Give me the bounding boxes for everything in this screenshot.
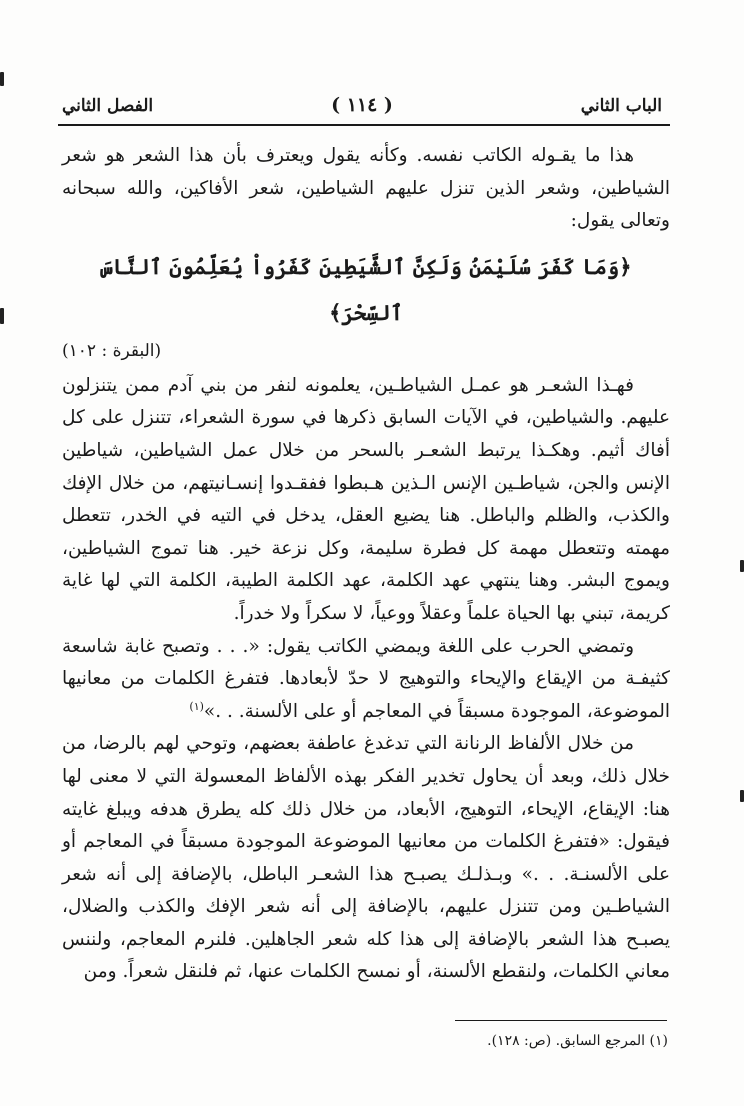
scan-edge-mark [0, 72, 4, 86]
scan-edge-mark [740, 790, 744, 802]
scan-edge-mark [0, 308, 4, 324]
running-header [62, 90, 662, 122]
paragraph [62, 631, 670, 729]
body-text [62, 140, 670, 989]
page-number: ( ١١٤ ) [331, 94, 393, 116]
paragraph: فهـذا الشعـر هو عمـل الشياطـين، يعلمونه لنفر من بني آدم ممن يتنزلون عليهم. والشياطين، في الآيات السابق ذكرها في سورة الشعراء، تتنزل على كل أفاك أثيم. وهكـذا يرتبط الشعـر بالسحر من خلال عمل الشياطين، شياطين الإنس والجن، شياطـين الإنس الـذين هـبطوا ففقـدوا إنسـانيتهم، من خلال الإفك والكذب، والظلم والباطل. هنا يضيع العقل، يدخل في التيه في الخدر، تتعطل مهمته وتتعطل مهمة كل فطرة سليمة، وكل نزعة خير. هنا تموج الشياطين، ويموج البشر. وهنا ينتهي عهد الكلمة، عهد الكلمة الطيبة، الكلمة التي لها غاية كريمة، تبني بها الحياة علماً وعقلاً ووعياً، لا سكراً ولا خدراً. [62, 374, 670, 624]
section-title: الفصل الثاني [62, 96, 154, 116]
quran-verse: ﴿وَمَا كَفَرَ سُلَيْمَنُ وَلَكِنَّ ٱلشَّيَطِينَ كَفَرُواْ يُعَلِّمُونَ ٱلنَّاسَ ٱلسِّحْرَ﴾ [100, 253, 632, 325]
footnote: (١) المرجع السابق. (ص: ١٢٨). [487, 1033, 668, 1049]
footnote-marker: (١) [189, 699, 204, 713]
footnote-divider [455, 1020, 667, 1021]
chapter-title: الباب الثاني [580, 96, 662, 116]
verse-reference: (البقرة : ١٠٢) [62, 340, 162, 361]
paragraph-text: وتمضي الحرب على اللغة ويمضي الكاتب يقول: «. . . وتصبح غابة شاسعة كثيفـة من الإيقاع والإيحاء والتوهيج لا حدّ لأبعادها. فتفرغ الكلمات من معانيها الموضوعة، الموجودة مسبقاً في المعاجم أو على الألسنة. . .» [62, 635, 670, 722]
paragraph: من خلال الألفاظ الرنانة التي تدغدغ عاطفة بعضهم، وتوحي لهم بالرضا، من خلال ذلك، وبعد أن يحاول تخدير الفكر بهذه الألفاظ المعسولة التي لا معنى لها هنا: الإيقاع، الإيحاء، التوهيج، الأبعاد، من خلال ذلك كله يطرق هدفه ويبلغ غايته فيقول: «فتفرغ الكلمات من معانيها الموضوعة الموجودة مسبقاً في المعاجم أو على الألسنـة. . .» وبـذلـك يصبـح هذا الشعـر الباطل، بالإضافة إلى أنه شعر الشياطـين ومن تتنزل عليهم، بالإضافة إلى أنه شعر الإفك والكذب والضلال، يصبـح هذا الشعر بالإضافة إلى هذا كله شعر الجاهلين. فلنرم المعاجم، ولننس معاني الكلمات، ولنقطع الألسنة، أو نمسح الكلمات عنها، ثم فلنقل شعراً. ومن [62, 733, 670, 983]
paragraph: هذا ما يقـوله الكاتب نفسه. وكأنه يقول ويعترف بأن هذا الشعر هو شعر الشياطين، وشعر الذين تنزل عليهم الشياطين، شعر الأفاكين، والله سبحانه وتعالى يقول: [62, 145, 670, 232]
header-divider [58, 124, 670, 126]
scan-edge-mark [740, 560, 744, 572]
